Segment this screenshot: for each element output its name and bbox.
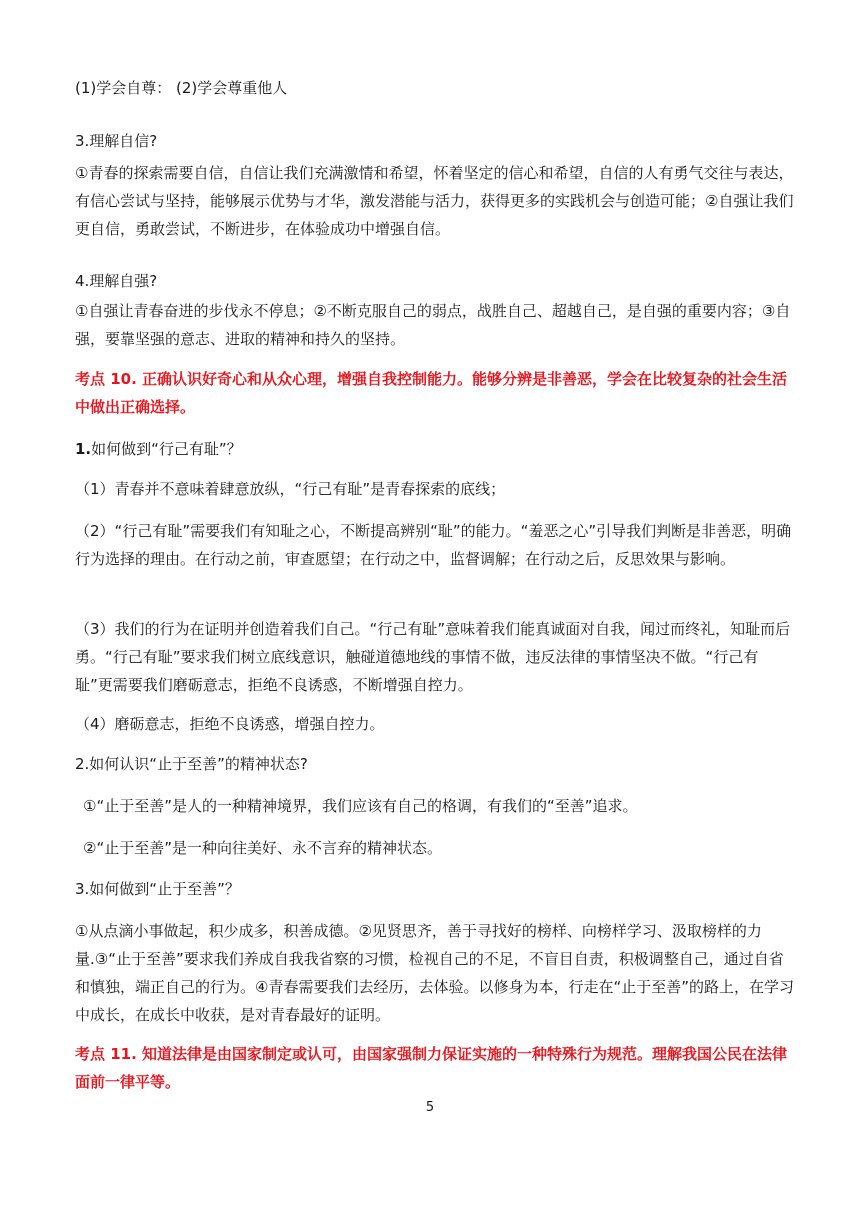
answer-item: ②“止于至善”是一种向往美好、永不言弃的精神状态。 (83, 839, 442, 857)
paragraph: ①青春的探索需要自信，自信让我们充满激情和希望，怀着坚定的信心和希望，自信的人有勇气交往与表达，有信心尝试与坚持，能够展示优势与才华，激发潜能与活力，获得更多的实践机会与创造可能；②自强让我们更自信，勇敢尝试，不断进步，在体验成功中增强自信。 (75, 164, 794, 238)
answer-item: （2）“行己有耻”需要我们有知耻之心，不断提高辨别“耻”的能力。“羞恶之心”引导我们判断是非善恶，明确行为选择的理由。在行动之前，审查愿望；在行动之中，监督调解；在行动之后，反思效果与影响。 (75, 522, 792, 568)
page-number: 5 (425, 1100, 435, 1115)
question-number: 1. (75, 440, 92, 458)
exam-point-10 (75, 365, 795, 421)
exam-point-label: 考点 10. (75, 370, 137, 388)
answer-item: （4）磨砺意志，拒绝不良诱惑，增强自控力。 (75, 715, 385, 733)
section-heading: 3.理解自信? (75, 132, 158, 150)
paragraph: ①自强让青春奋进的步伐永不停息；②不断克服自己的弱点，战胜自己、超越自己，是自强的重要内容；③自强，要靠坚强的意志、进取的精神和持久的坚持。 (75, 302, 791, 348)
answer-item: ①从点滴小事做起，积少成多，积善成德。②见贤思齐，善于寻找好的榜样、向榜样学习、汲取榜样的力量.③“止于至善”要求我们养成自我我省察的习惯，检视自己的不足，不盲目自责，积极调整自己，通过自省和慎独，端正自己的行为。④青春需要我们去经历，去体验。以修身为本，行走在“止于至善”的路上，在学习中成长，在成长中收获，是对青春最好的证明。 (75, 922, 794, 1024)
paragraph: (1)学会自尊： (2)学会尊重他人 (75, 79, 288, 97)
exam-point-11 (75, 1040, 795, 1096)
answer-item: ①“止于至善”是人的一种精神境界，我们应该有自己的格调，有我们的“至善”追求。 (83, 797, 638, 815)
question-heading: 3.如何做到“止于至善”？ (75, 880, 240, 898)
section-heading: 4.理解自强? (75, 272, 158, 290)
question-heading: 2.如何认识“止于至善”的精神状态? (75, 755, 308, 773)
exam-point-text: 正确认识好奇心和从众心理，增强自我控制能力。能够分辨是非善恶，学会在比较复杂的社会生活中做出正确选择。 (75, 370, 788, 416)
question-heading (75, 435, 795, 463)
exam-point-text: 知道法律是由国家制定或认可，由国家强制力保证实施的一种特殊行为规范。理解我国公民在法律面前一律平等。 (75, 1045, 788, 1091)
answer-item: （1）青春并不意味着肆意放纵，“行己有耻”是青春探索的底线； (75, 480, 506, 498)
question-text: 如何做到“行己有耻”？ (91, 440, 242, 458)
exam-point-label: 考点 11. (75, 1045, 137, 1063)
answer-item: （3）我们的行为在证明并创造着我们自己。“行己有耻”意味着我们能真诚面对自我，闻过而终礼，知耻而后勇。“行己有耻”要求我们树立底线意识，触碰道德地线的事情不做，违反法律的事情坚决不做。“行己有耻”更需要我们磨砺意志，拒绝不良诱惑，不断增强自控力。 (75, 620, 791, 694)
